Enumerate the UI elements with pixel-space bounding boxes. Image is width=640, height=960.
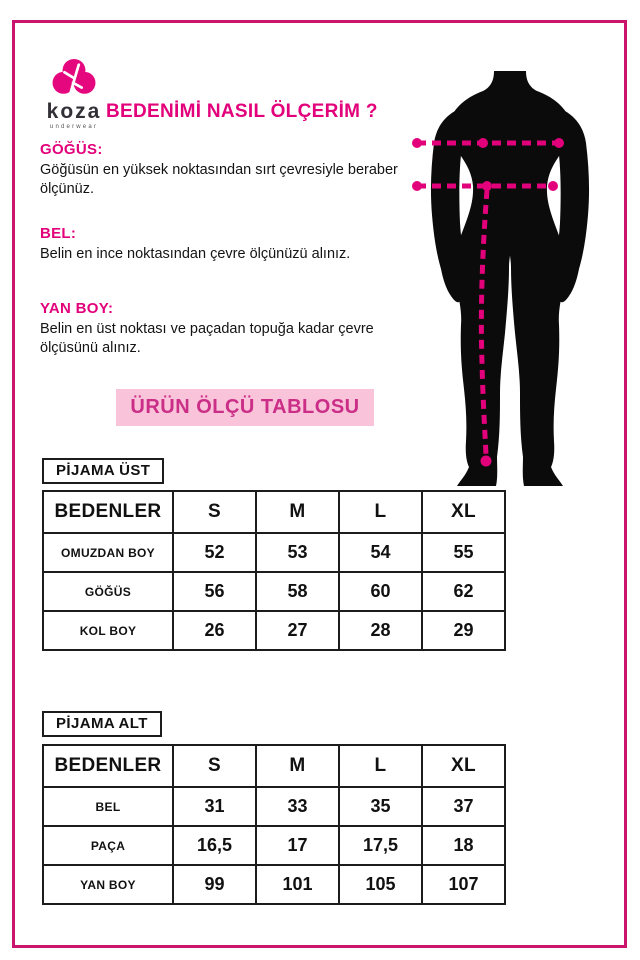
measure-value: 101 [256, 865, 339, 904]
measure-value: 29 [422, 611, 505, 650]
table-row [43, 611, 505, 650]
measure-label: OMUZDAN BOY [43, 533, 173, 572]
measure-label: GÖĞÜS [43, 572, 173, 611]
measure-value: 37 [422, 787, 505, 826]
table-title-pijama-ust: PİJAMA ÜST [42, 458, 164, 484]
measure-value: 26 [173, 611, 256, 650]
cocoon-sprig-icon [50, 58, 98, 100]
measure-label: PAÇA [43, 826, 173, 865]
table-header-row [43, 491, 505, 533]
sizes-column-header: BEDENLER [43, 745, 173, 787]
size-column-header: L [339, 491, 422, 533]
measure-value: 28 [339, 611, 422, 650]
table-title-pijama-alt: PİJAMA ALT [42, 711, 162, 737]
table-header-row [43, 745, 505, 787]
size-column-header: M [256, 745, 339, 787]
brand-name: koza [46, 100, 102, 123]
table-row [43, 533, 505, 572]
size-table-pijama-alt [42, 744, 506, 905]
section-heading: YAN BOY: [40, 300, 114, 317]
measure-value: 56 [173, 572, 256, 611]
measure-value: 52 [173, 533, 256, 572]
sizes-column-header: BEDENLER [43, 491, 173, 533]
measure-value: 60 [339, 572, 422, 611]
measure-value: 54 [339, 533, 422, 572]
page-title: BEDENİMİ NASIL ÖLÇERİM ? [106, 101, 378, 122]
section-body: Göğüsün en yüksek noktasından sırt çevresiyle beraber ölçünüz. [40, 162, 398, 198]
measure-value: 58 [256, 572, 339, 611]
brand-subtitle: underwear [49, 124, 99, 130]
measure-label: BEL [43, 787, 173, 826]
measure-value: 53 [256, 533, 339, 572]
size-column-header: S [173, 745, 256, 787]
size-table-pijama-ust [42, 490, 506, 651]
table-row [43, 865, 505, 904]
size-column-header: S [173, 491, 256, 533]
measure-value: 18 [422, 826, 505, 865]
measure-value: 107 [422, 865, 505, 904]
measure-value: 31 [173, 787, 256, 826]
section-body: Belin en ince noktasından çevre ölçünüzü alınız. [40, 246, 351, 262]
female-body-back-silhouette [410, 63, 600, 493]
measure-value: 16,5 [173, 826, 256, 865]
table-row [43, 572, 505, 611]
measure-value: 17 [256, 826, 339, 865]
size-column-header: XL [422, 491, 505, 533]
size-table-banner: ÜRÜN ÖLÇÜ TABLOSU [116, 389, 374, 426]
measure-label: YAN BOY [43, 865, 173, 904]
measure-value: 99 [173, 865, 256, 904]
measure-value: 35 [339, 787, 422, 826]
section-waist [40, 225, 402, 264]
size-column-header: L [339, 745, 422, 787]
section-heading: BEL: [40, 225, 77, 242]
measure-value: 62 [422, 572, 505, 611]
table-row [43, 787, 505, 826]
section-side-length [40, 300, 402, 358]
measure-value: 27 [256, 611, 339, 650]
body-silhouette-figure [410, 63, 600, 493]
measure-value: 33 [256, 787, 339, 826]
size-column-header: M [256, 491, 339, 533]
size-column-header: XL [422, 745, 505, 787]
table-row [43, 826, 505, 865]
measure-label: KOL BOY [43, 611, 173, 650]
brand-logo [42, 58, 106, 130]
section-heading: GÖĞÜS: [40, 141, 103, 158]
measure-value: 105 [339, 865, 422, 904]
measure-value: 17,5 [339, 826, 422, 865]
measure-value: 55 [422, 533, 505, 572]
section-body: Belin en üst noktası ve paçadan topuğa kadar çevre ölçüsünü alınız. [40, 321, 374, 357]
section-chest [40, 141, 402, 199]
